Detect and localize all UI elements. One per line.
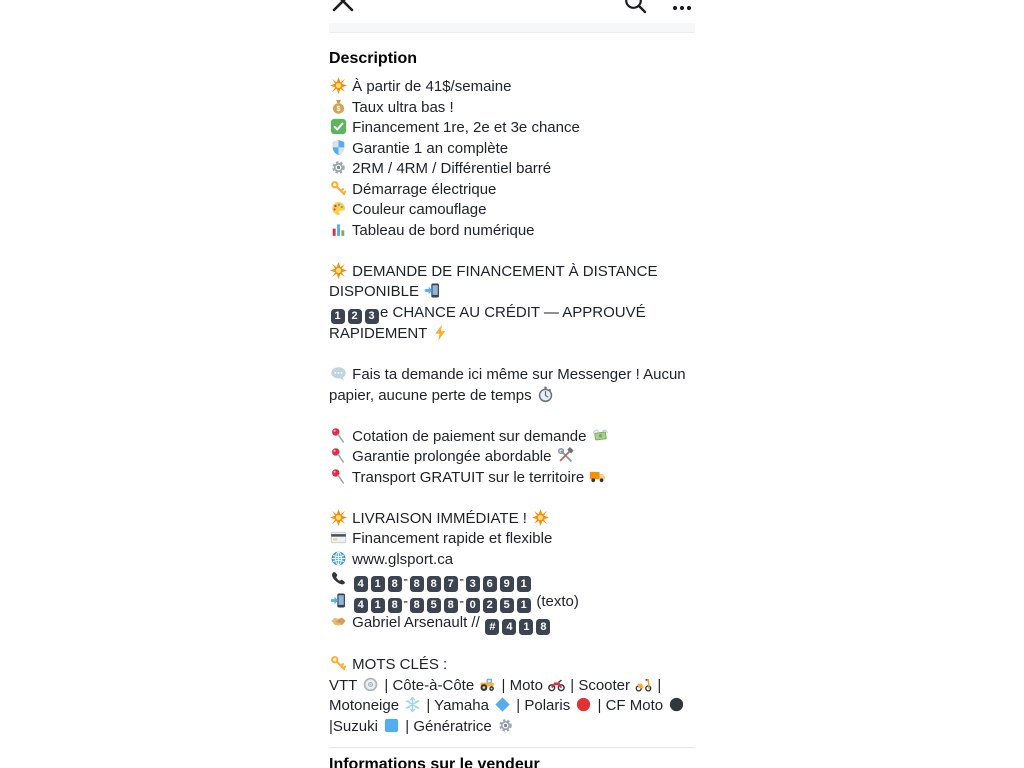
keycap-2-icon: 2 [483, 598, 497, 614]
blue-square-icon [383, 717, 400, 734]
keycap-1-icon: 1 [331, 309, 345, 325]
collision-icon [330, 262, 347, 279]
money-with-wings-icon [592, 427, 609, 444]
keycap-1-icon: 1 [371, 576, 385, 592]
description-line: DEMANDE DE FINANCEMENT À DISTANCE DISPONIBLE [329, 262, 658, 300]
telephone-receiver-icon [330, 570, 347, 587]
keycap-8-icon: 8 [388, 598, 402, 614]
keycap-8-icon: 8 [444, 598, 458, 614]
keycap-3-icon: 3 [466, 576, 480, 592]
keycap-1-icon: 1 [371, 598, 385, 614]
next-section-heading: Informations sur le vendeur [329, 756, 540, 768]
keycap-5-icon: 5 [427, 598, 441, 614]
description-line: Couleur camouflage [329, 200, 695, 221]
description-line: 2RM / 4RM / Différentiel barré [329, 159, 695, 180]
description-line: Gabriel Arsenault // # 4 1 8 [329, 613, 695, 635]
description-line: 1 2 3 e CHANCE AU CRÉDIT — APPROUVÉ RAPIDEMENT [329, 303, 646, 342]
pushpin-icon [330, 468, 347, 485]
keycap-hash-icon: # [485, 619, 499, 635]
description-line: Tableau de bord numérique [329, 221, 695, 242]
description-line: 4 1 8 - 8 5 8 - 0 2 5 1 (texto) [329, 592, 695, 614]
description-paragraph [329, 77, 695, 241]
gear-icon [497, 717, 514, 734]
wheel-icon [362, 676, 379, 693]
motor-scooter-icon [635, 676, 652, 693]
keycap-1-icon: 1 [517, 576, 531, 592]
key-icon [330, 180, 347, 197]
keycap-0-icon: 0 [466, 598, 480, 614]
description-line: Fais ta demande ici même sur Messenger ! Aucun papier, aucune perte de temps [329, 366, 686, 404]
description-paragraph [329, 655, 695, 737]
collision-icon [330, 77, 347, 94]
description-line: Financement rapide et flexible [329, 529, 695, 550]
keycap-8-icon: 8 [536, 619, 550, 635]
description-line: À partir de 41$/semaine [329, 77, 695, 98]
money-bag-icon [330, 98, 347, 115]
mobile-phone-arrow-icon [330, 592, 347, 609]
description-heading: Description [329, 50, 418, 67]
search-icon[interactable] [624, 0, 648, 20]
high-voltage-icon [432, 324, 449, 341]
description-line: VTT | Côte-à-Côte | Moto | Scooter | Motoneige | Yamaha | Polaris | CF Moto |Suzuki | Génératrice [329, 676, 695, 738]
keycap-7-icon: 7 [444, 576, 458, 592]
globe-icon [330, 550, 347, 567]
keycap-1-icon: 1 [517, 598, 531, 614]
pushpin-icon [330, 427, 347, 444]
palette-icon [330, 200, 347, 217]
description-paragraph [329, 365, 695, 406]
collision-icon [532, 509, 549, 526]
description-line: MOTS CLÉS : [329, 655, 695, 676]
keycap-4-icon: 4 [502, 619, 516, 635]
collision-icon [330, 509, 347, 526]
handshake-icon [330, 613, 347, 630]
keycap-3-icon: 3 [365, 309, 379, 325]
description-line: Démarrage électrique [329, 180, 695, 201]
description-line: Cotation de paiement sur demande [329, 427, 695, 448]
blue-diamond-icon [494, 696, 511, 713]
hammer-and-wrench-icon [557, 447, 574, 464]
close-icon[interactable] [330, 0, 356, 19]
credit-card-icon [330, 529, 347, 546]
pushpin-icon [330, 447, 347, 464]
more-options-icon[interactable] [672, 0, 692, 17]
bottom-section-divider [329, 747, 695, 748]
description-body [329, 77, 695, 737]
description-paragraph [329, 509, 695, 635]
keycap-6-icon: 6 [483, 576, 497, 592]
red-circle-icon [575, 696, 592, 713]
key-icon [330, 655, 347, 672]
shield-icon [330, 139, 347, 156]
description-line: Garantie 1 an complète [329, 139, 695, 160]
description-line: 4 1 8 - 8 8 7 - 3 6 9 1 [329, 570, 695, 592]
stopwatch-icon [537, 386, 554, 403]
keycap-9-icon: 9 [500, 576, 514, 592]
description-line: $ Taux ultra bas ! [329, 98, 695, 119]
motorcycle-icon [548, 676, 565, 693]
description-line: www.glsport.ca [329, 550, 695, 571]
keycap-8-icon: 8 [410, 598, 424, 614]
top-toolbar [329, 0, 695, 14]
keycap-8-icon: 8 [427, 576, 441, 592]
keycap-4-icon: 4 [354, 598, 368, 614]
mobile-phone-arrow-icon [424, 282, 441, 299]
keycap-8-icon: 8 [410, 576, 424, 592]
description-line: LIVRAISON IMMÉDIATE ! [329, 509, 695, 530]
black-circle-icon [668, 696, 685, 713]
svg-text:$: $ [336, 103, 341, 113]
bar-chart-icon [330, 221, 347, 238]
gear-icon [330, 159, 347, 176]
listing-content-column [329, 0, 695, 737]
tractor-icon [479, 676, 496, 693]
description-line: Garantie prolongée abordable [329, 447, 695, 468]
section-divider-band [329, 23, 695, 33]
description-line: Transport GRATUIT sur le territoire [329, 468, 695, 489]
snowflake-icon [404, 696, 421, 713]
keycap-8-icon: 8 [388, 576, 402, 592]
keycap-5-icon: 5 [500, 598, 514, 614]
description-paragraph [329, 427, 695, 489]
description-line: Financement 1re, 2e et 3e chance [329, 118, 695, 139]
keycap-1-icon: 1 [519, 619, 533, 635]
description-paragraph [329, 262, 695, 345]
keycap-2-icon: 2 [348, 309, 362, 325]
speech-balloon-icon [330, 365, 347, 382]
delivery-truck-icon [589, 468, 606, 485]
keycap-4-icon: 4 [354, 576, 368, 592]
check-mark-button-icon [330, 118, 347, 135]
